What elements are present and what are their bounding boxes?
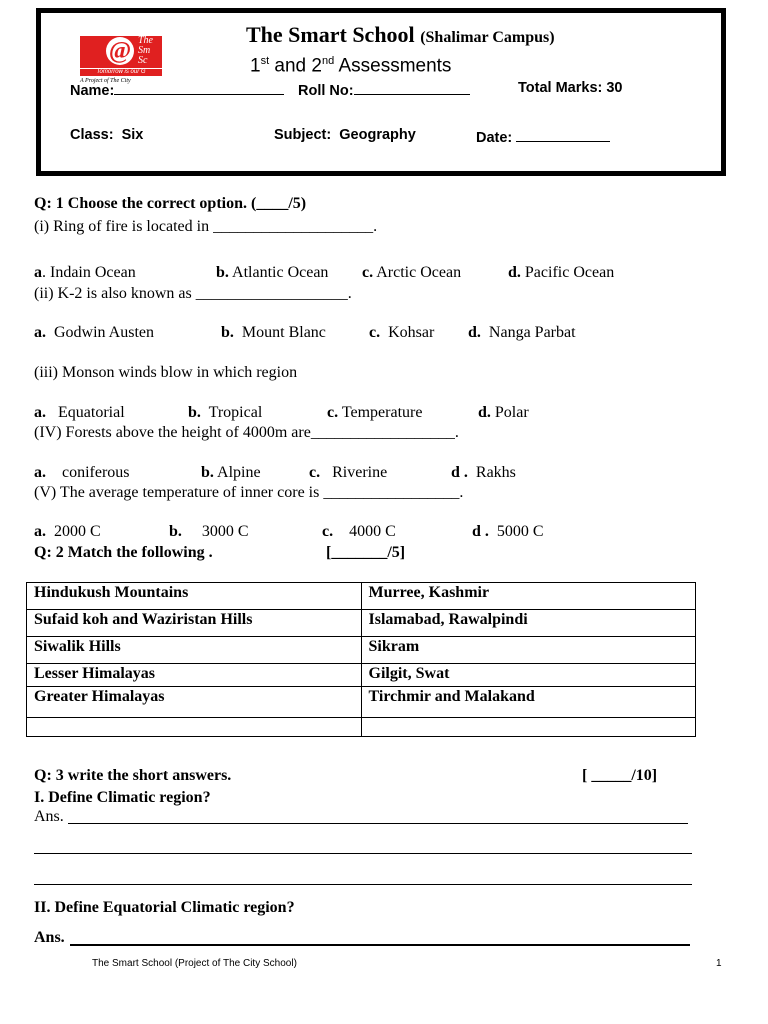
total-marks: Total Marks: 30 xyxy=(518,80,623,96)
table-row xyxy=(27,610,696,637)
page-number: 1 xyxy=(716,958,722,969)
subject-field xyxy=(274,127,416,143)
assessment-title: 1st and 2nd Assessments xyxy=(250,55,452,77)
table-row xyxy=(27,687,696,718)
q2-marks: [_______/5] xyxy=(326,544,406,561)
match-left-cell[interactable] xyxy=(27,718,362,737)
roll-label: Roll No: xyxy=(298,83,354,99)
match-left-cell: Lesser Himalayas xyxy=(27,664,362,687)
match-right-cell: Islamabad, Rawalpindi xyxy=(361,610,696,637)
date-label: Date: xyxy=(476,130,513,146)
match-table xyxy=(26,582,696,737)
match-right-cell: Gilgit, Swat xyxy=(361,664,696,687)
footer-text: The Smart School (Project of The City School) xyxy=(92,958,297,969)
class-value: Six xyxy=(121,127,144,143)
q1-item3-question: (iii) Monson winds blow in which region xyxy=(34,364,298,381)
q1-item3-option-c[interactable]: c. Temperature xyxy=(327,404,423,421)
q1-item2-option-b[interactable]: b. Mount Blanc xyxy=(221,324,326,341)
match-right-cell: Sikram xyxy=(361,637,696,664)
subject-label: Subject: xyxy=(274,127,332,143)
match-left-cell: Sufaid koh and Waziristan Hills xyxy=(27,610,362,637)
table-row xyxy=(27,637,696,664)
logo-tagline: Tomorrow is our G xyxy=(80,69,162,76)
q1-item4-option-c[interactable]: c. Riverine xyxy=(309,464,388,481)
campus-name: (Shalimar Campus) xyxy=(420,29,555,46)
q1-item1-option-d[interactable]: d. Pacific Ocean xyxy=(508,264,615,281)
name-blank[interactable] xyxy=(114,80,284,95)
answer-line[interactable] xyxy=(70,944,690,946)
q1-item1-option-b[interactable]: b. Atlantic Ocean xyxy=(216,264,329,281)
q1-item2-question: (ii) K-2 is also known as ___________________. xyxy=(34,285,352,302)
q1-item1-question: (i) Ring of fire is located in ____________________. xyxy=(34,218,378,235)
q1-item3-option-a[interactable]: a. Equatorial xyxy=(34,404,125,421)
match-right-cell: Murree, Kashmir xyxy=(361,583,696,610)
q1-item3-option-b[interactable]: b. Tropical xyxy=(188,404,263,421)
school-title xyxy=(246,22,555,48)
q2-heading: Q: 2 Match the following . xyxy=(34,544,213,561)
match-right-cell: Tirchmir and Malakand xyxy=(361,687,696,718)
q1-item4-option-d[interactable]: d . Rakhs xyxy=(451,464,516,481)
roll-blank[interactable] xyxy=(354,80,470,95)
q1-item1-option-c[interactable]: c. Arctic Ocean xyxy=(362,264,462,281)
q3-question-ii: II. Define Equatorial Climatic region? xyxy=(34,899,295,916)
subject-value: Geography xyxy=(339,127,416,143)
school-logo: @ The Sm Sc Tomorrow is our G A Project of The City xyxy=(80,36,162,86)
q3-answer-label-i: Ans. xyxy=(34,808,64,825)
name-label: Name: xyxy=(70,83,115,99)
date-field xyxy=(476,127,610,146)
q1-item4-option-a[interactable]: a. coniferous xyxy=(34,464,130,481)
answer-line[interactable] xyxy=(34,853,692,854)
q3-question-i: I. Define Climatic region? xyxy=(34,789,211,806)
class-label: Class: xyxy=(70,127,114,143)
match-left-cell: Hindukush Mountains xyxy=(27,583,362,610)
date-blank[interactable] xyxy=(516,127,610,142)
q1-item5-question: (V) The average temperature of inner core is _________________. xyxy=(34,484,464,501)
q1-item4-question: (IV) Forests above the height of 4000m are__________________. xyxy=(34,424,459,441)
class-field xyxy=(70,127,143,143)
roll-field xyxy=(298,80,470,99)
table-row xyxy=(27,718,696,737)
q1-item2-option-a[interactable]: a. Godwin Austen xyxy=(34,324,154,341)
q1-item2-option-c[interactable]: c. Kohsar xyxy=(369,324,435,341)
q1-item4-option-b[interactable]: b. Alpine xyxy=(201,464,261,481)
q3-heading: Q: 3 write the short answers. xyxy=(34,767,232,784)
match-left-cell: Greater Himalayas xyxy=(27,687,362,718)
q1-item5-option-a[interactable]: a. 2000 C xyxy=(34,523,101,540)
q1-item5-option-c[interactable]: c. 4000 C xyxy=(322,523,396,540)
q1-heading: Q: 1 Choose the correct option. (____/5) xyxy=(34,195,307,212)
q1-item5-option-b[interactable]: b. 3000 C xyxy=(169,523,249,540)
name-field xyxy=(70,80,284,99)
q1-item3-option-d[interactable]: d. Polar xyxy=(478,404,529,421)
q1-item1-option-a[interactable]: a. Indain Ocean xyxy=(34,264,136,281)
table-row xyxy=(27,664,696,687)
q1-item5-option-d[interactable]: d . 5000 C xyxy=(472,523,544,540)
q3-marks: [ _____/10] xyxy=(582,767,658,784)
table-row xyxy=(27,583,696,610)
q3-answer-label-ii: Ans. xyxy=(34,929,65,946)
match-right-cell[interactable] xyxy=(361,718,696,737)
answer-line[interactable] xyxy=(68,823,688,824)
q1-item2-option-d[interactable]: d. Nanga Parbat xyxy=(468,324,576,341)
match-left-cell: Siwalik Hills xyxy=(27,637,362,664)
school-name: The Smart School xyxy=(246,22,415,47)
logo-project: A Project of The City xyxy=(80,78,131,84)
answer-line[interactable] xyxy=(34,884,692,885)
